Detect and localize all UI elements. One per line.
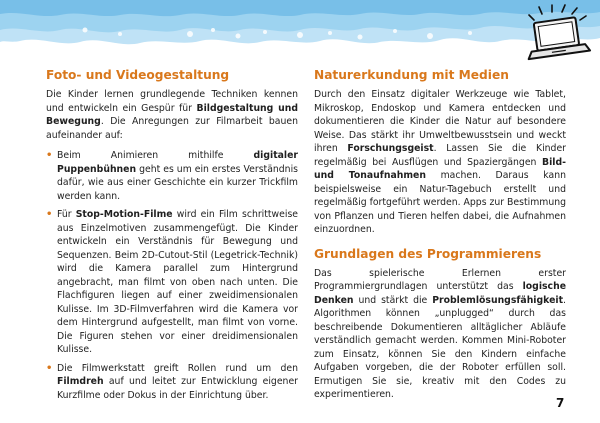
bullet-icon: •: [46, 209, 53, 220]
technique-list: [46, 149, 298, 402]
bullet-icon: •: [46, 362, 53, 374]
list-item-puppenbuehnen: • Beim Animieren mithilfe digitaler Puppenbühnen geht es um ein erstes Verständnis dafür, wie aus einer Geschichte ein kurzer Trickfilm werden kann.: [46, 150, 298, 202]
right-column: [314, 67, 566, 402]
bullet-icon: •: [46, 150, 53, 161]
list-item-filmwerkstatt: • Die Filmwerkstatt greift Rollen rund um den Filmdreh auf und leitet zur Entwicklung eigener Kurzfilme oder Dokus in der Einrichtung über.: [46, 362, 298, 401]
naturerkundung-paragraph: Durch den Einsatz digitaler Werkzeuge wie Tablet, Mikroskop, Endoskop und Kamera entdecken und dokumentieren die Kinder die Natur auf besondere Weise. Das stärkt ihr Umweltbewusstsein und weckt ihren Forschungsgeist. Lassen Sie die Kinder regelmäßig bei Ausflügen und Spaziergängen Bild- und Tonaufnahmen machen. Daraus kann beispielsweise ein Natur-Tagebuch erstellt und regelmäßig fortgeführt werden. Apps zur Bestimmung von Pflanzen und Tieren helfen dabei, die Aufnahmen einzuordnen.: [314, 89, 567, 235]
page-number: 7: [556, 396, 565, 410]
intro-paragraph: Die Kinder lernen grundlegende Techniken kennen und entwickeln ein Gespür für Bildgestaltung und Bewegung. Die Anregungen zur Filmarbeit bauen aufeinander auf:: [46, 89, 298, 141]
laptop-icon: [522, 4, 592, 62]
programmieren-paragraph: Das spielerische Erlernen erster Programmiergrundlagen unterstützt das logische Denken und stärkt die Problemlösungsfähigkeit. Algorithmen können „unplugged“ durch das beschreibende Dokumentieren alltäglicher Abläufe verständlich gemacht werden. Kommen Mini-Roboter zum Einsatz, können Sie den Kindern einfache Aufgaben vorgeben, die der Roboter erfüllen soll. Ermutigen Sie sie, kreativ mit den Codes zu experimentieren.: [314, 267, 566, 400]
header-banner: [0, 0, 600, 66]
section-heading-naturerkundung: Naturerkundung mit Medien: [314, 68, 509, 82]
left-column: [46, 67, 298, 407]
section-heading-programmieren: Grundlagen des Programmierens: [314, 246, 542, 261]
list-item-stop-motion: • Für Stop-Motion-Filme wird ein Film schrittweise aus Einzelmotiven zusammengefügt. Die Kinder entwickeln ein Verständnis für Bewegung und Sequenzen. Beim 2D-Cutout-Stil (Legetrick-Technik) wird die Kamera parallel zum Hintergrund angebracht, man filmt von oben nach unten. Die Flachfiguren liegen auf einer zweidimensionalen Kulisse. Im 3D-Filmverfahren wird die Kamera vor dem Hintergrund aufgestellt, man filmt von vorne. Die Figuren stehen vor einer dreidimensionalen Kulisse.: [46, 209, 299, 355]
section-heading-foto-video: Foto- und Videogestaltung: [46, 68, 230, 82]
